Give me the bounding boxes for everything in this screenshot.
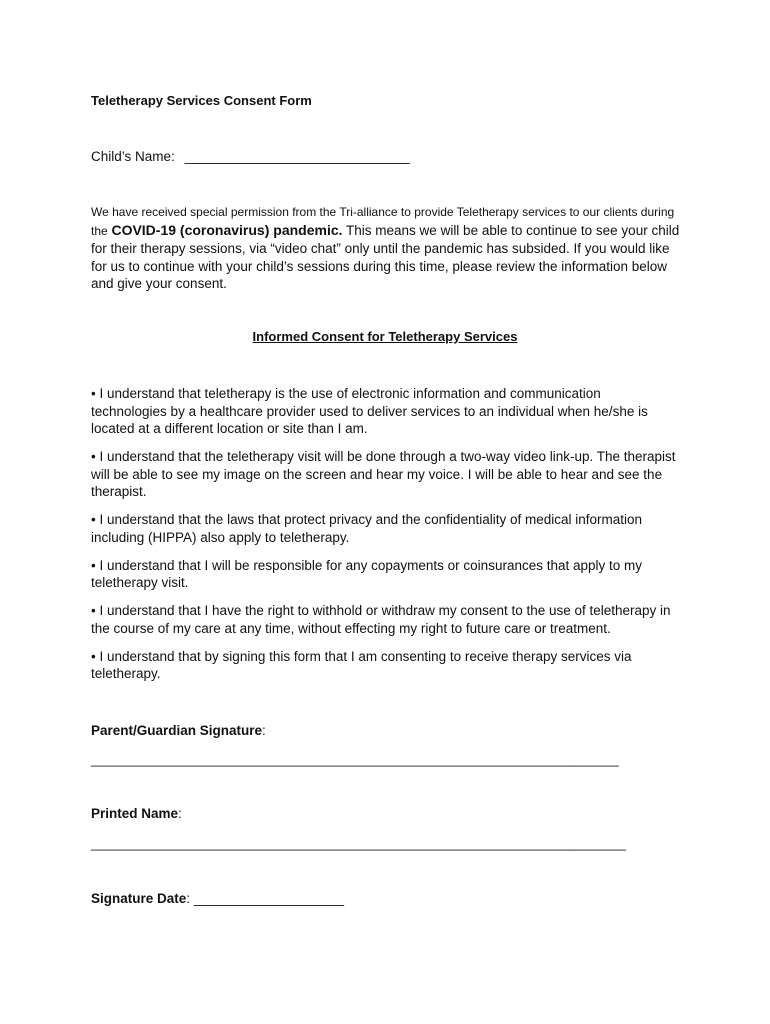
printed-name-label-row [91, 806, 182, 821]
colon: : [186, 891, 191, 906]
parent-signature-label-row [91, 723, 266, 738]
printed-name-line: __________________________________________________________________________ [91, 836, 627, 851]
colon: : [178, 806, 182, 821]
signature-date-row [91, 891, 344, 906]
intro-paragraph [91, 203, 681, 293]
intro-text-part2: This means we will be able to continue to see your child for their therapy sessions, via “video chat” only until the pandemic has subsided. If you would like for us to continue with your child’s sessions during this time, please review the information below and give your consent. [91, 222, 680, 291]
child-name-field [91, 149, 410, 164]
parent-signature-line: _________________________________________________________________________ [91, 752, 619, 767]
colon: : [262, 723, 266, 738]
child-name-label: Child’s Name: [91, 149, 175, 164]
parent-signature-label: Parent/Guardian Signature [91, 723, 263, 738]
consent-statement: • I understand that teletherapy is the use of electronic information and communication technologies by a healthcare provider used to deliver services to an individual when he/she is located at a different location or site than I am. [91, 386, 648, 436]
signature-date-blank: ____________________ [193, 891, 344, 906]
consent-statements [91, 385, 676, 693]
section-heading: Informed Consent for Teletherapy Services [252, 329, 518, 344]
consent-statement: • I understand that by signing this form that I am consenting to receive therapy services via teletherapy. [91, 648, 632, 681]
consent-statement: • I understand that I have the right to withhold or withdraw my consent to the use of teletherapy in the course of my care at any time, without effecting my right to future care or treatment. [91, 603, 671, 636]
form-title: Teletherapy Services Consent Form [91, 93, 312, 108]
child-name-blank: ______________________________ [184, 149, 410, 164]
consent-statement: • I understand that the laws that protect privacy and the confidentiality of medical information including (HIPPA) also apply to teletherapy. [91, 512, 643, 545]
intro-text-part1: We have received special permission from the Tri-alliance to provide Teletherapy services to our clients during the [91, 205, 675, 238]
intro-bold-text: COVID-19 (coronavirus) pandemic. [111, 221, 343, 238]
signature-date-label: Signature Date [91, 891, 187, 906]
consent-statement: • I understand that I will be responsible for any copayments or coinsurances that apply to my teletherapy visit. [91, 557, 643, 590]
consent-statement: • I understand that the teletherapy visit will be done through a two-way video link-up. The therapist will be able to see my image on the screen and hear my voice. I will be able to hear and see the therapist. [91, 449, 676, 499]
printed-name-label: Printed Name [91, 806, 179, 821]
